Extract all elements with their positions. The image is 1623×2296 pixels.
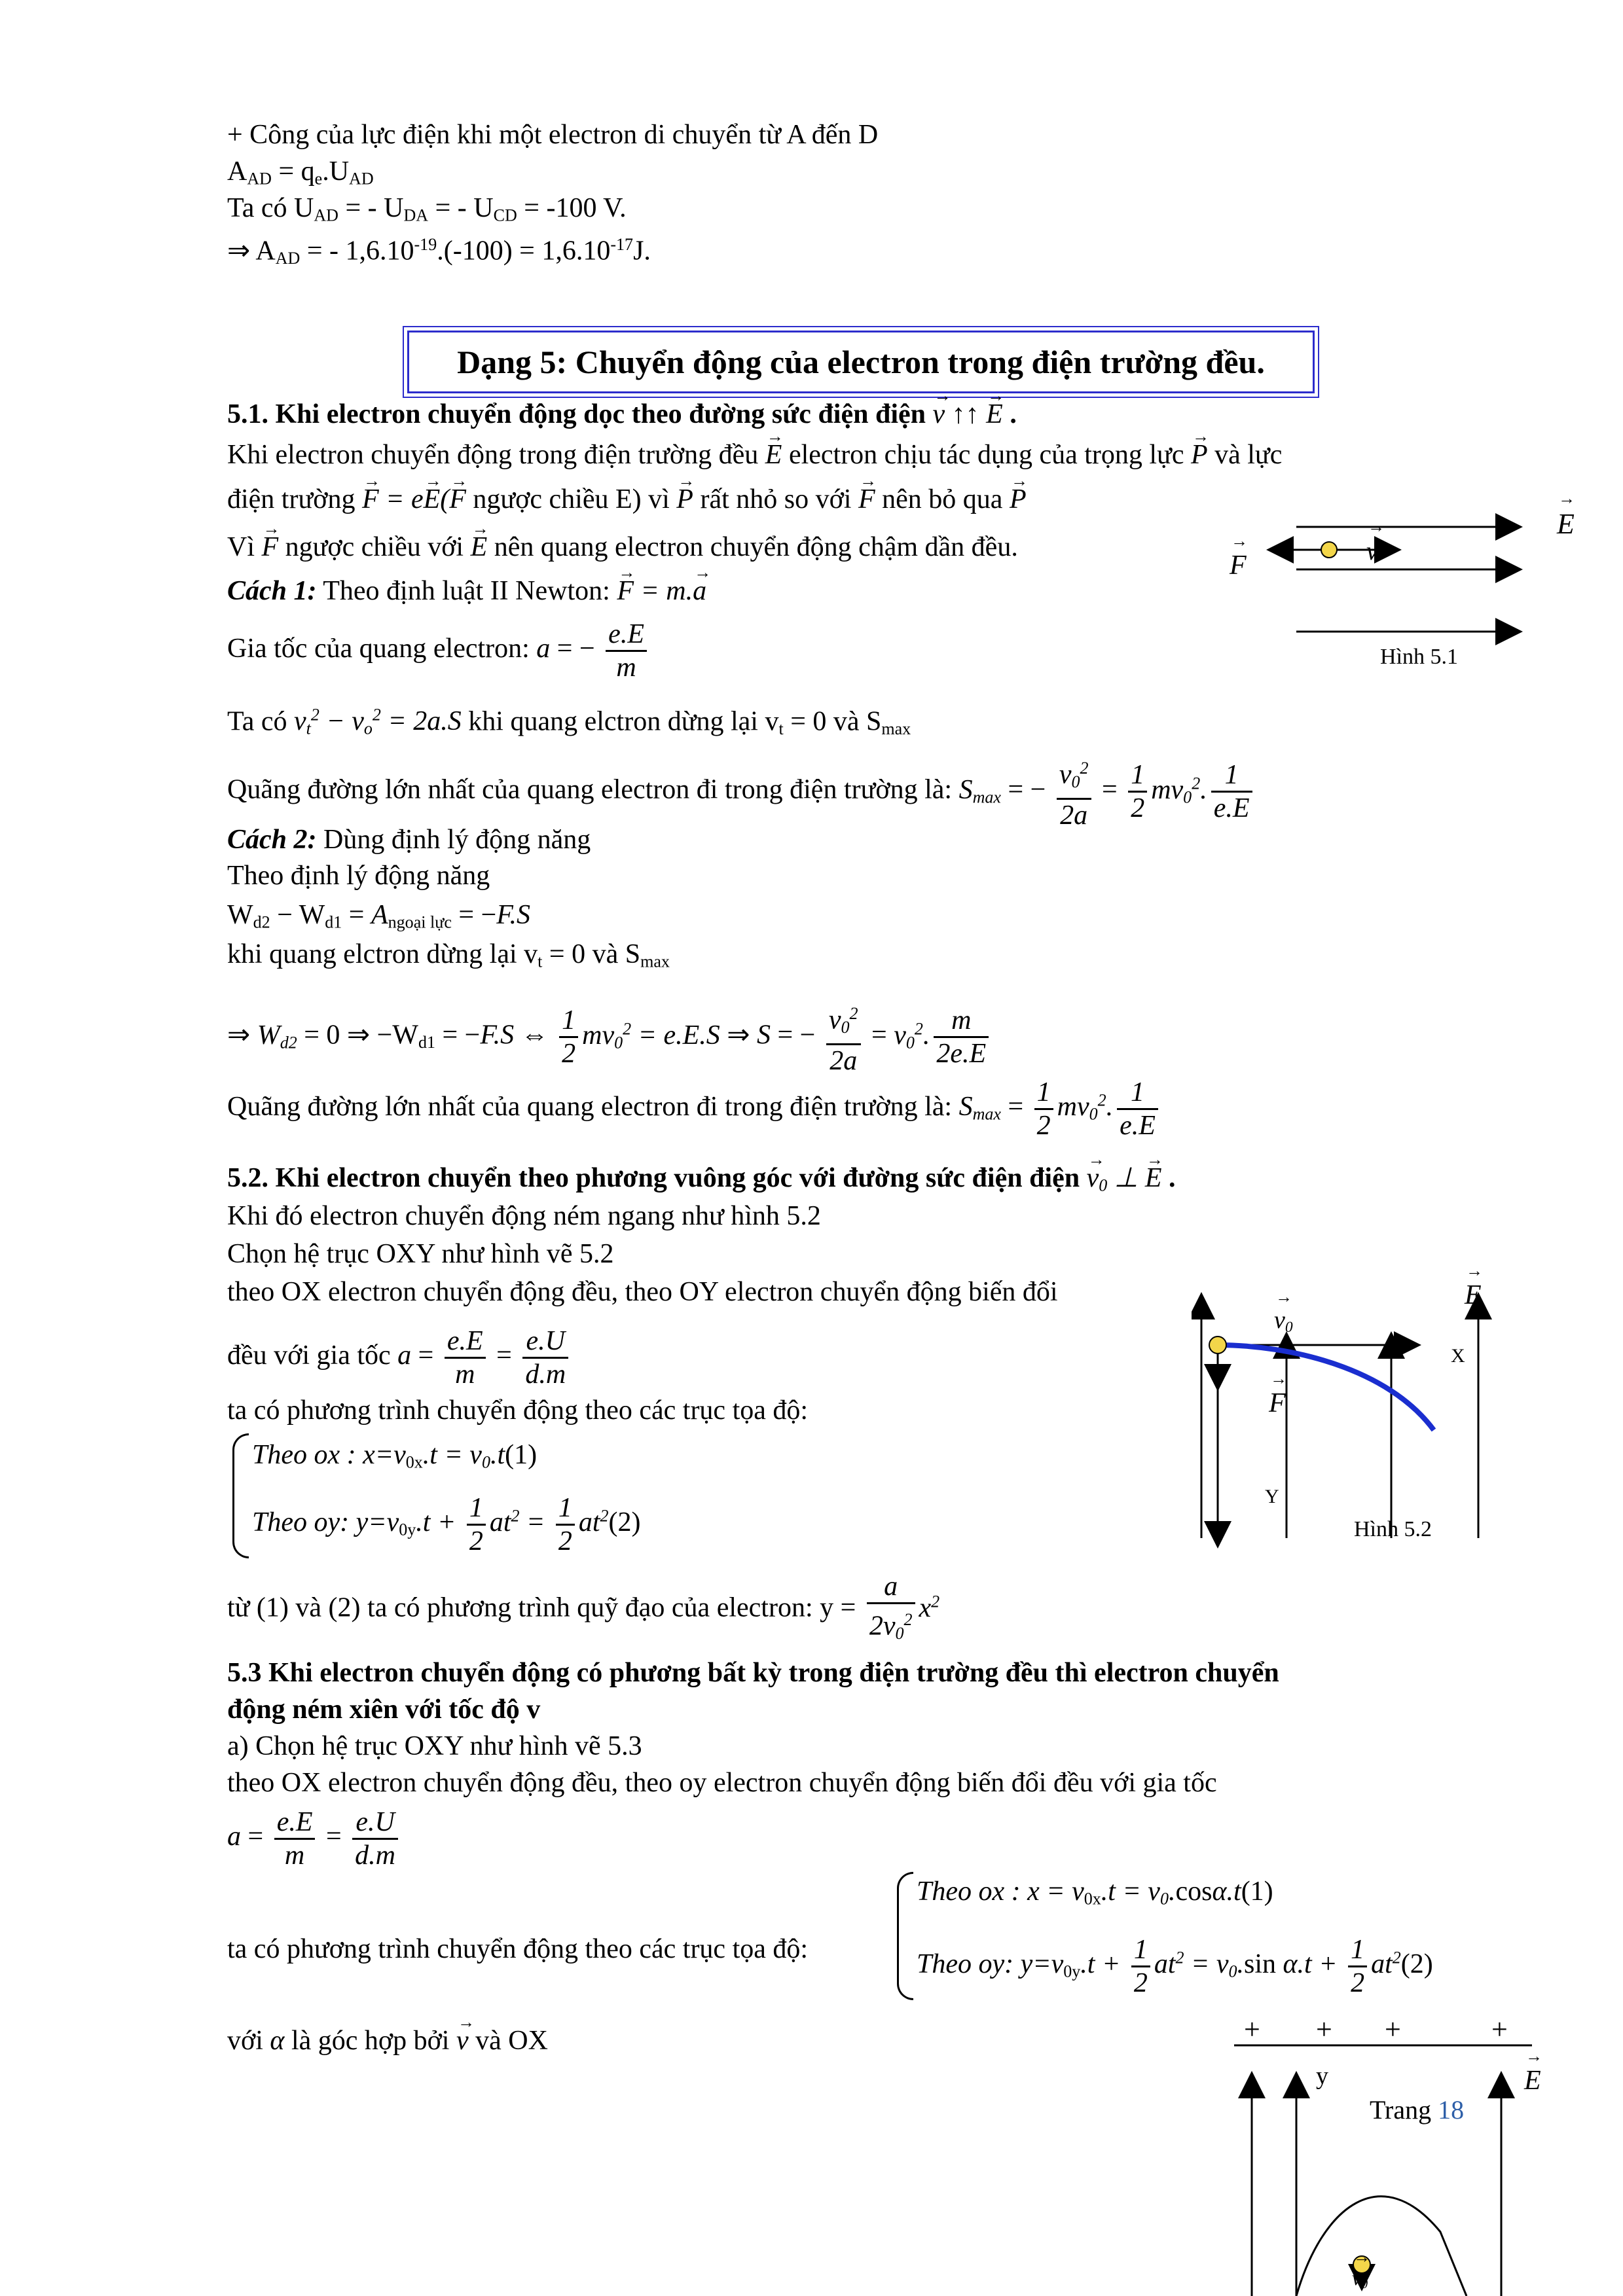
electron bbox=[1209, 1336, 1226, 1354]
text-line: $W_{d2} - W_{d1} = A_{ngoại lực} = -F.S$ bbox=[227, 900, 531, 932]
plus-sign: + bbox=[1385, 2013, 1401, 2045]
subsection-title-5-1: 5.1. Khi electron chuyển động dọc theo đường sức điện điện → v ↑↑ → E . bbox=[227, 396, 1017, 433]
text-line: Cách 2: Dùng định lý động năng bbox=[227, 825, 591, 855]
text-line: khi quang elctron dừng lại $v_t = 0$ và $S_{max}$ bbox=[227, 939, 670, 971]
text-line: ⇒ $W_{d2} = 0$ ⇒ $-W_{d1} = -F.S$ ⇔ $\frac{1}{2}$ $mv_0^2 = e.E.S$ ⇒ S = − $\frac{v_0^2}{2a}$ = $v_0^2$. $\frac{m}{2e.E}$ bbox=[227, 998, 993, 1077]
text-line: a) Chọn hệ trục OXY như hình vẽ 5.3 bbox=[227, 1731, 642, 1761]
text-line: a = $\frac{e.E}{m}$ = $\frac{e.U}{d.m}$ bbox=[227, 1806, 402, 1871]
text-line: theo OX electron chuyển động đều, theo OY electron chuyển động biến đổi bbox=[227, 1277, 1058, 1307]
text-line: Ta có $v_t^2 - v_o^2 = 2a.S$ khi quang elctron dừng lại $v_t = 0$ và $S_{max}$ bbox=[227, 706, 911, 738]
trajectory-curve bbox=[1296, 2197, 1467, 2296]
fig52-f-label: → F bbox=[1269, 1388, 1286, 1419]
plus-sign: + bbox=[1244, 2013, 1260, 2045]
equation-line: Theo oy: $y=v_{0y}.t$ + $\frac{1}{2}$ $at^2$ = $\frac{1}{2}$ $at^2(2)$ bbox=[252, 1493, 641, 1556]
text-line: Theo định lý động năng bbox=[227, 861, 490, 891]
fig52-e-label: → E bbox=[1465, 1280, 1482, 1311]
text-line: Quãng đường lớn nhất của quang electron đi trong điện trường là: $S_{max}$ = − $\frac{v_0^2}{2a}$ = $\frac{1}{2}$ $mv_0^2$. $\frac{1}{e.E}$ bbox=[227, 753, 1256, 831]
section-heading: Dạng 5: Chuyển động của electron trong điện trường đều. bbox=[407, 331, 1315, 393]
subsection-title-5-3: 5.3 Khi electron chuyển động có phương bất kỳ trong điện trường đều thì electron chuyển bbox=[227, 1658, 1279, 1688]
text-line: với α là góc hợp bởi → v và OX bbox=[227, 2022, 548, 2059]
text-line: Chọn hệ trục OXY như hình vẽ 5.2 bbox=[227, 1239, 614, 1269]
equation-line: Theo ox : $x = v_{0x}.t = v_0.\cos\alpha.t(1)$ bbox=[917, 1876, 1273, 1909]
figure-5-3 bbox=[1231, 2009, 1558, 2296]
fig51-v-label: → v bbox=[1366, 535, 1378, 566]
fig51-e-label: → E bbox=[1557, 507, 1575, 541]
text-line: $A_{AD} = q_e.U_{AD}$ bbox=[227, 156, 374, 188]
text-line: Cách 1: Theo định luật II Newton: → F = m.→ a bbox=[227, 573, 706, 609]
trajectory-curve bbox=[1218, 1345, 1434, 1430]
fig51-f-label: → F bbox=[1230, 550, 1247, 581]
text-line: ta có phương trình chuyển động theo các trục tọa độ: bbox=[227, 1934, 809, 1964]
fig52-x-label: X bbox=[1451, 1345, 1465, 1367]
text-line: Ta có $U_{AD}$ = - $U_{DA}$ = - $U_{CD} = -100$ V. bbox=[227, 193, 627, 225]
text-line: Khi đó electron chuyển động ném ngang như hình 5.2 bbox=[227, 1201, 821, 1231]
text-line: Quãng đường lớn nhất của quang electron đi trong điện trường là: $S_{max}$ = $\frac{1}{2}$ $mv_0^2$. $\frac{1}{e.E}$ bbox=[227, 1077, 1162, 1141]
text-line: Khi electron chuyển động trong điện trường đều → E electron chịu tác dụng của trọng lực → P và lực bbox=[227, 437, 1282, 473]
text-line: đều với gia tốc a = $\frac{e.E}{m}$ = $\frac{e.U}{d.m}$ bbox=[227, 1325, 572, 1390]
plus-sign: + bbox=[1316, 2013, 1332, 2045]
fig52-caption: Hình 5.2 bbox=[1354, 1517, 1432, 1541]
equation-line: Theo ox : $x=v_{0x}.t = v_0.t(1)$ bbox=[252, 1440, 538, 1472]
electron bbox=[1321, 542, 1337, 558]
text-line: theo OX electron chuyển động đều, theo oy electron chuyển động biến đổi đều với gia tốc bbox=[227, 1768, 1217, 1798]
fig51-caption: Hình 5.1 bbox=[1380, 645, 1458, 669]
fig53-v0-label: → $v_0$ bbox=[1352, 2266, 1368, 2292]
text-line: từ (1) và (2) ta có phương trình quỹ đạo của electron: y = $\frac{a}{2v_0^2}$ $x^2$ bbox=[227, 1571, 940, 1643]
text-line: + Công của lực điện khi một electron di chuyển từ A đến D bbox=[227, 120, 879, 150]
page-number: Trang 18 bbox=[1370, 2095, 1465, 2125]
fig52-y-label: Y bbox=[1265, 1486, 1279, 1507]
fig52-v0-label: → $v_0$ bbox=[1274, 1306, 1293, 1336]
fig53-e-label: → E bbox=[1524, 2065, 1541, 2096]
equation-brace bbox=[232, 1433, 249, 1558]
subsection-title-5-3-cont: động ném xiên với tốc độ v bbox=[227, 1695, 541, 1725]
text-line: Gia tốc của quang electron: a = − $\frac{e.E}{m}$ bbox=[227, 619, 651, 683]
fig53-y-label: y bbox=[1316, 2062, 1328, 2090]
figure-5-2 bbox=[1192, 1283, 1519, 1558]
text-line: điện trường → F = e→ E(→ F ngược chiều E) vì → P rất nhỏ so với → F nên bỏ qua → P bbox=[227, 481, 1027, 518]
subsection-title-5-2: 5.2. Khi electron chuyển theo phương vuông góc với đường sức điện điện → $v_0$ ⊥ → E . bbox=[227, 1160, 1176, 1204]
equation-line: Theo oy: $y=v_{0y}.t$ + $\frac{1}{2}$ $at^2 = v_0.\sin$ α.t + $\frac{1}{2}$ $at^2(2)$ bbox=[917, 1935, 1433, 1998]
text-line: ⇒ $A_{AD}$ = - $1,6.10^{-19}.(-100) = 1,6.10^{-17}J$. bbox=[227, 235, 651, 268]
plus-sign: + bbox=[1491, 2013, 1508, 2045]
text-line: Vì → F ngược chiều với → E nên quang electron chuyển động chậm dần đều. bbox=[227, 529, 1018, 565]
equation-brace bbox=[897, 1872, 913, 2000]
text-line: ta có phương trình chuyển động theo các trục tọa độ: bbox=[227, 1395, 809, 1426]
